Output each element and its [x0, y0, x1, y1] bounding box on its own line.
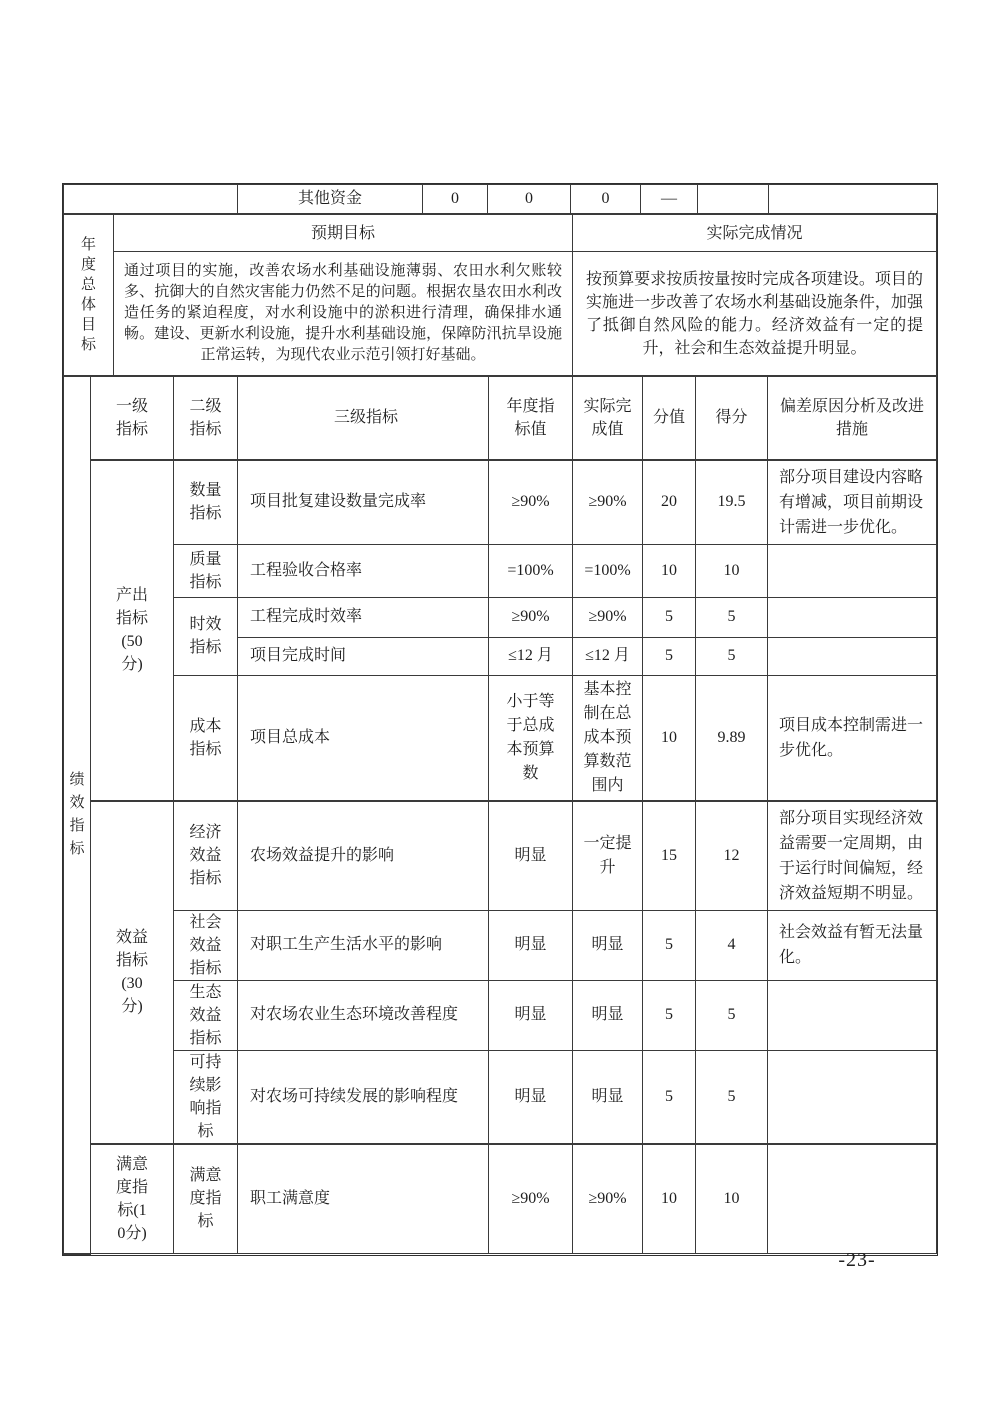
deviation-cell: 部分项目实现经济效益需要一定周期，由于运行时间偏短，经济效益短期不明显。 [768, 801, 937, 911]
level3-cell: 工程完成时效率 [238, 597, 489, 637]
indicator-row [64, 675, 937, 801]
score-cell: 4 [696, 910, 768, 980]
points-cell: 10 [643, 544, 696, 597]
deviation-cell: 社会效益有暂无法量化。 [768, 910, 937, 980]
score-cell: 19.5 [696, 460, 768, 545]
deviation-cell: 部分项目建设内容略有增减，项目前期设计需进一步优化。 [768, 460, 937, 545]
indicator-row [64, 980, 937, 1050]
level3-cell: 工程验收合格率 [238, 544, 489, 597]
target-cell: 明显 [489, 910, 573, 980]
indicator-row [64, 597, 937, 637]
level2-cell: 质量指标 [174, 544, 238, 597]
annual-goal-side-label: 年度总体目标 [80, 236, 96, 353]
level1-cell: 满意度指标(10分) [91, 1144, 174, 1254]
actual-result-header: 实际完成情况 [573, 215, 937, 252]
level2-cell: 生态效益指标 [174, 980, 238, 1050]
indicator-row [64, 1050, 937, 1144]
actual-cell: 明显 [573, 910, 643, 980]
header-score: 得分 [696, 377, 768, 460]
target-cell: 明显 [489, 801, 573, 911]
score-cell: 5 [696, 1050, 768, 1144]
level2-cell: 满意度指标 [174, 1144, 238, 1254]
target-cell: =100% [489, 544, 573, 597]
goal-header-row [64, 215, 937, 252]
page-number: -23- [838, 1249, 876, 1271]
funding-value-cell [769, 185, 938, 214]
evaluation-table [62, 183, 938, 1256]
actual-cell: 基本控制在总成本预算数范围内 [573, 675, 643, 801]
points-cell: 5 [643, 1050, 696, 1144]
deviation-cell [768, 980, 937, 1050]
level3-cell: 项目批复建设数量完成率 [238, 460, 489, 545]
score-cell: 9.89 [696, 675, 768, 801]
indicator-row [64, 801, 937, 911]
actual-cell: 明显 [573, 980, 643, 1050]
level2-cell: 时效指标 [174, 597, 238, 675]
indicator-row [64, 1144, 937, 1254]
deviation-cell: 项目成本控制需进一步优化。 [768, 675, 937, 801]
level3-cell: 农场效益提升的影响 [238, 801, 489, 911]
actual-cell: ≥90% [573, 460, 643, 545]
target-cell: 小于等于总成本预算数 [489, 675, 573, 801]
indicator-table [63, 376, 937, 1255]
expected-goal-header: 预期目标 [114, 215, 573, 252]
level2-cell: 成本指标 [174, 675, 238, 801]
target-cell: ≥90% [489, 460, 573, 545]
score-cell: 12 [696, 801, 768, 911]
points-cell: 15 [643, 801, 696, 911]
target-cell: ≥90% [489, 597, 573, 637]
level3-cell: 对农场农业生态环境改善程度 [238, 980, 489, 1050]
level3-cell: 对职工生产生活水平的影响 [238, 910, 489, 980]
level1-cell: 产出指标(50分) [91, 460, 174, 801]
actual-cell: 明显 [573, 1050, 643, 1144]
actual-cell: =100% [573, 544, 643, 597]
funding-value-cell: — [641, 185, 698, 214]
header-actual: 实际完成值 [573, 377, 643, 460]
expected-goal-text: 通过项目的实施，改善农场水利基础设施薄弱、农田水利欠账较多、抗御大的自然灾害能力仍然不足的问题。根据农垦农田水利改造任务的紧迫程度，对水利设施中的淤积进行清理，确保排水通畅。建设、更新水利设施，提升水利基础设施，保障防汛抗旱设施正常运转，为现代农业示范引领打好基础。 [114, 252, 573, 376]
level2-cell: 经济效益指标 [174, 801, 238, 911]
level2-cell: 可持续影响指标 [174, 1050, 238, 1144]
deviation-cell [768, 1144, 937, 1254]
points-cell: 10 [643, 675, 696, 801]
header-points: 分值 [643, 377, 696, 460]
funding-table [63, 184, 938, 214]
deviation-cell [768, 637, 937, 675]
target-cell: ≥90% [489, 1144, 573, 1254]
annual-goal-table [63, 214, 937, 376]
deviation-cell [768, 1050, 937, 1144]
header-deviation: 偏差原因分析及改进措施 [768, 377, 937, 460]
header-target: 年度指标值 [489, 377, 573, 460]
points-cell: 5 [643, 637, 696, 675]
header-level3: 三级指标 [238, 377, 489, 460]
target-cell: ≤12 月 [489, 637, 573, 675]
level2-cell: 社会效益指标 [174, 910, 238, 980]
points-cell: 5 [643, 597, 696, 637]
indicator-row [64, 910, 937, 980]
funding-category-cell [64, 185, 238, 214]
score-cell: 10 [696, 1144, 768, 1254]
score-cell: 5 [696, 980, 768, 1050]
level2-cell: 数量指标 [174, 460, 238, 545]
funding-value-cell [698, 185, 769, 214]
points-cell: 10 [643, 1144, 696, 1254]
level3-cell: 项目总成本 [238, 675, 489, 801]
actual-cell: ≤12 月 [573, 637, 643, 675]
level3-cell: 对农场可持续发展的影响程度 [238, 1050, 489, 1144]
indicator-row [64, 544, 937, 597]
funding-row [64, 185, 938, 214]
performance-side-label: 绩效指标 [69, 771, 85, 857]
header-level1: 一级指标 [91, 377, 174, 460]
actual-cell: 一定提升 [573, 801, 643, 911]
funding-label-cell: 其他资金 [238, 185, 423, 214]
funding-value-cell: 0 [488, 185, 571, 214]
score-cell: 5 [696, 637, 768, 675]
header-level2: 二级指标 [174, 377, 238, 460]
funding-value-cell: 0 [423, 185, 488, 214]
score-cell: 10 [696, 544, 768, 597]
performance-side-header [64, 377, 91, 1254]
deviation-cell [768, 544, 937, 597]
points-cell: 20 [643, 460, 696, 545]
indicator-row [64, 460, 937, 545]
level3-cell: 项目完成时间 [238, 637, 489, 675]
target-cell: 明显 [489, 980, 573, 1050]
indicator-header-row [64, 377, 937, 460]
deviation-cell [768, 597, 937, 637]
funding-value-cell: 0 [571, 185, 641, 214]
actual-cell: ≥90% [573, 1144, 643, 1254]
level1-cell: 效益指标(30分) [91, 801, 174, 1144]
target-cell: 明显 [489, 1050, 573, 1144]
score-cell: 5 [696, 597, 768, 637]
goal-body-row [64, 252, 937, 376]
points-cell: 5 [643, 980, 696, 1050]
actual-result-text: 按预算要求按质按量按时完成各项建设。项目的实施进一步改善了农场水利基础设施条件，加强了抵御自然风险的能力。经济效益有一定的提升，社会和生态效益提升明显。 [573, 252, 937, 376]
annual-goal-side-header [64, 215, 114, 376]
points-cell: 5 [643, 910, 696, 980]
actual-cell: ≥90% [573, 597, 643, 637]
level3-cell: 职工满意度 [238, 1144, 489, 1254]
